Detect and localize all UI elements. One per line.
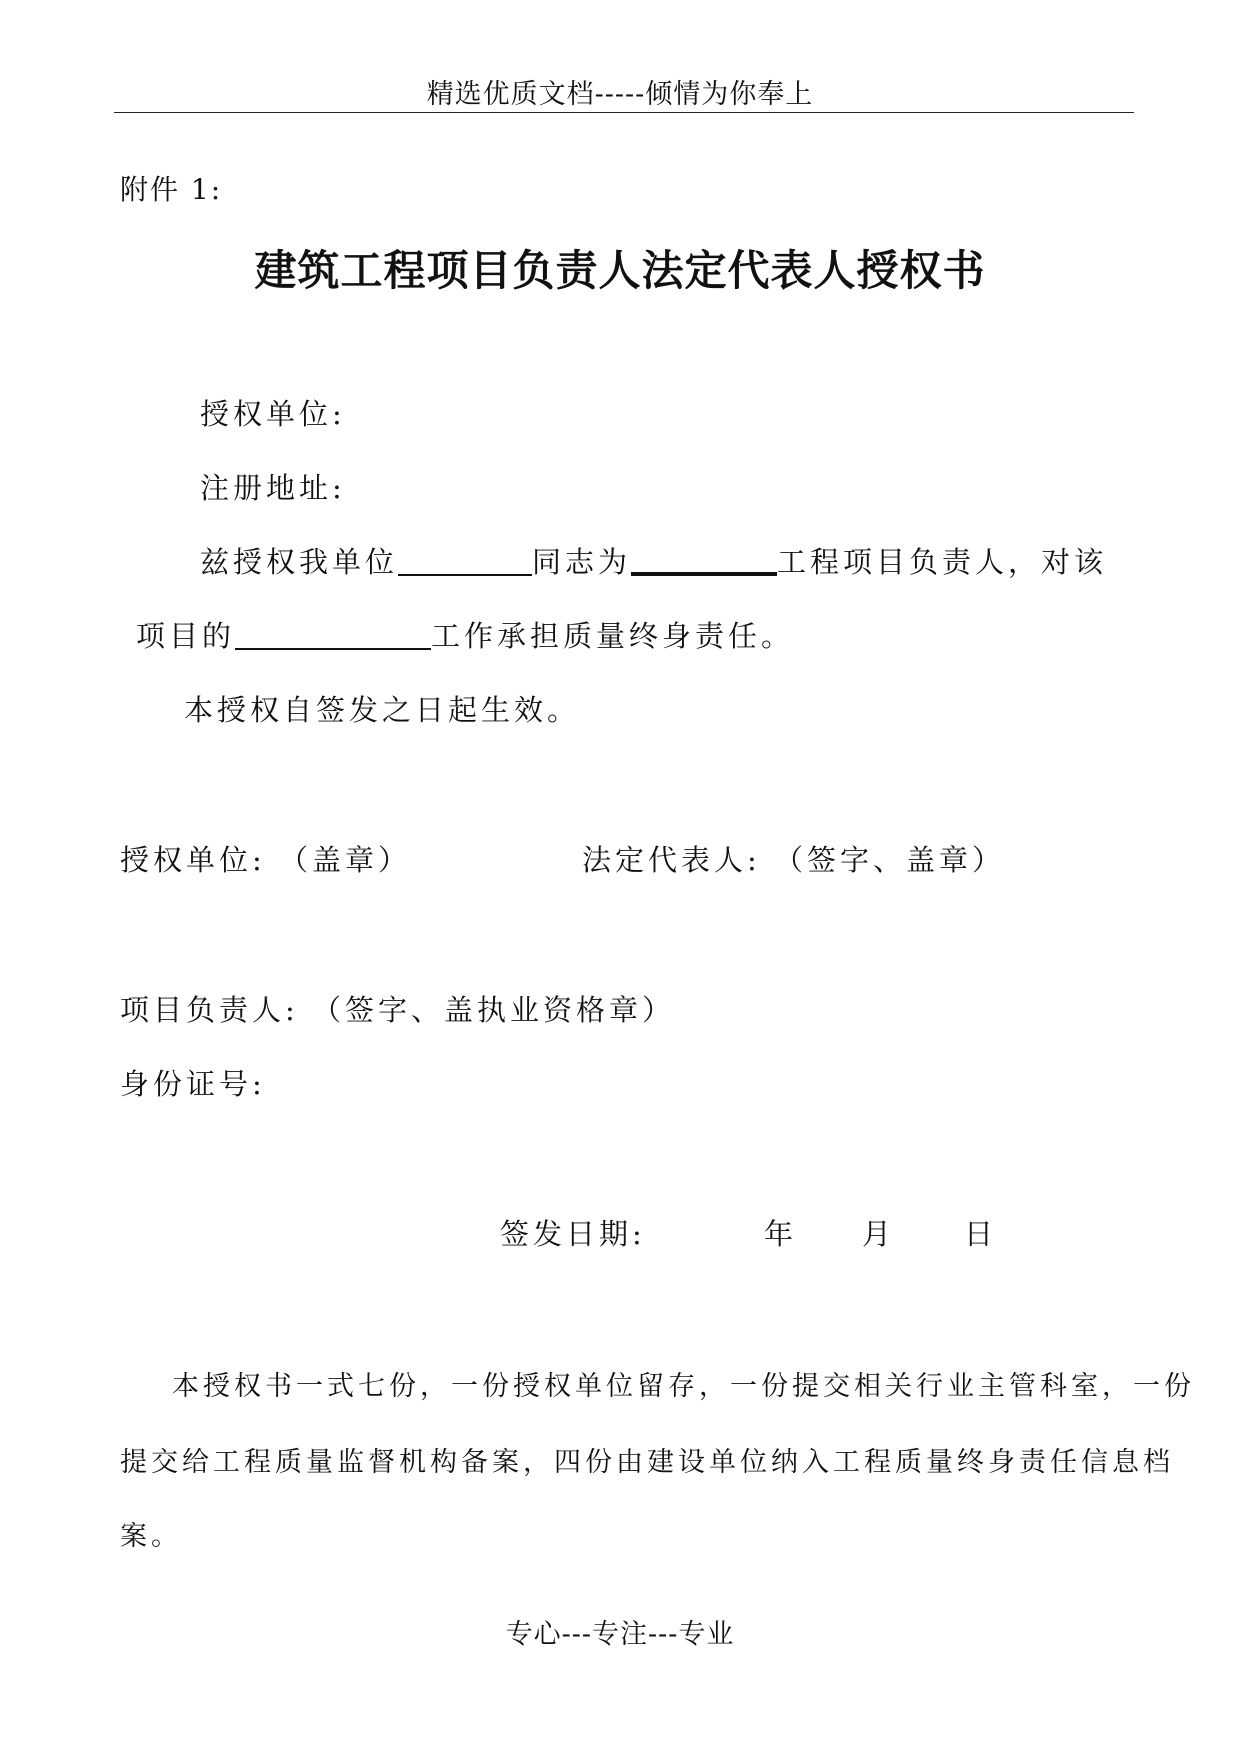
authorization-sentence-line1 (200, 540, 1107, 581)
page-footer: 专心---专注---专业 (505, 1619, 735, 1650)
date-year: 年 (764, 1217, 798, 1251)
page-header: 精选优质文档-----倾情为你奉上 (426, 79, 814, 110)
note-line-1: 本授权书一式七份，一份授权单位留存，一份提交相关行业主管科室，一份 (172, 1371, 1195, 1402)
authorization-text-5: 工作承担质量终身责任。 (431, 619, 795, 653)
date-month: 月 (862, 1217, 896, 1251)
project-leader-label: 项目负责人: （签字、盖执业资格章） (120, 993, 675, 1027)
date-day: 日 (964, 1217, 998, 1251)
work-scope-blank[interactable] (235, 620, 431, 650)
effective-statement: 本授权自签发之日起生效。 (184, 693, 581, 727)
authorizing-unit-field: 授权单位: (200, 397, 346, 431)
project-name-blank[interactable] (631, 544, 777, 576)
unit-seal-label: 授权单位: （盖章） (120, 843, 411, 877)
person-name-blank[interactable] (398, 546, 532, 576)
attachment-label: 附件 1: (120, 173, 223, 206)
legal-representative-label: 法定代表人: （签字、盖章） (582, 843, 1005, 877)
id-number-label: 身份证号: (120, 1067, 266, 1101)
authorization-text-3: 工程项目负责人，对该 (777, 545, 1108, 579)
authorization-text-1: 兹授权我单位 (200, 545, 399, 579)
note-line-2: 提交给工程质量监督机构备案，四份由建设单位纳入工程质量终身责任信息档 (120, 1447, 1174, 1478)
note-line-3: 案。 (120, 1521, 182, 1552)
issue-date-label: 签发日期: (500, 1217, 646, 1251)
authorization-sentence-line2 (136, 614, 794, 655)
authorization-text-2: 同志为 (532, 545, 632, 579)
authorization-text-4: 项目的 (136, 619, 236, 653)
header-divider (114, 112, 1134, 113)
document-title: 建筑工程项目负责人法定代表人授权书 (254, 246, 986, 295)
registered-address-field: 注册地址: (200, 471, 346, 505)
